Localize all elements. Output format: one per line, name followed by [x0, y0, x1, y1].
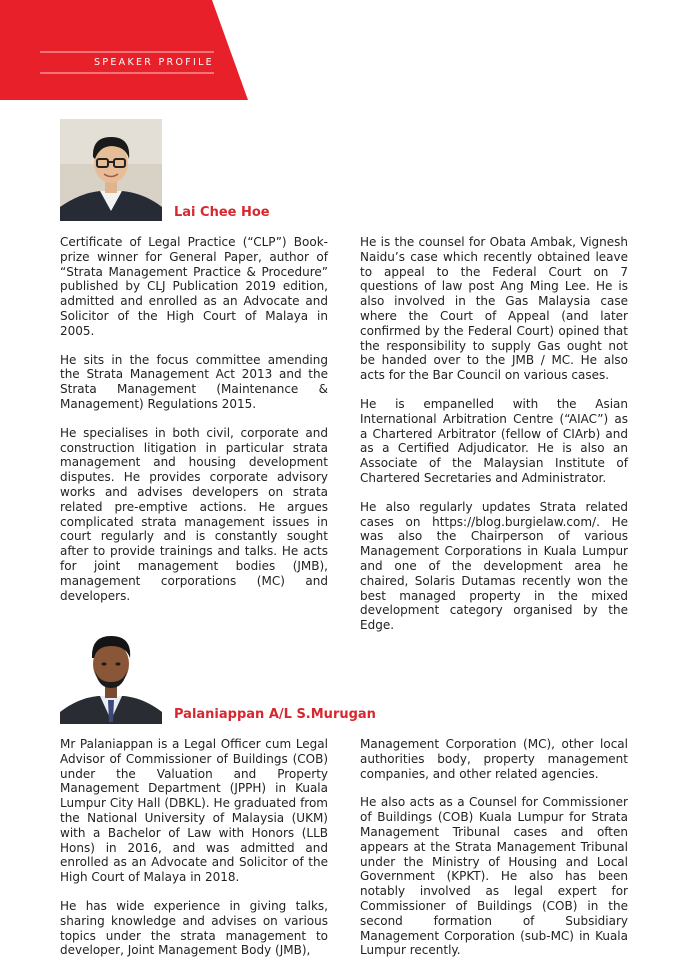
bio-paragraph: Mr Palaniappan is a Legal Officer cum Legal Advisor of Commissioner of Buildings (COB) under the Valuation and Property Management Department (JPPH) in Kuala Lumpur City Hall (DBKL). He graduated from the National University of Malaysia (UKM) with a Bachelor of Law with Honors (LLB Hons) in 2016, and was admitted and enrolled as an Advocate and Solicitor of the High Court of Malaya in 2018. — [60, 737, 328, 885]
speaker-1-photo — [60, 119, 162, 221]
speaker-2-bio-right — [360, 737, 628, 972]
section-label: SPEAKER PROFILE — [94, 57, 214, 68]
bio-paragraph: Management Corporation (MC), other local authorities body, property management companies, and other related agencies. — [360, 737, 628, 781]
speaker-2-name: Palaniappan A/L S.Murugan — [174, 707, 376, 722]
speaker-1-bio-right — [360, 235, 628, 647]
speaker-1-bio-left — [60, 235, 328, 617]
speaker-2-bio-left — [60, 737, 328, 972]
bio-paragraph: Certificate of Legal Practice (“CLP”) Book-prize winner for General Paper, author of “Strata Management Practice & Procedure” published by CLJ Publication 2019 edition, admitted and enrolled as an Advocate and Solicitor of the High Court of Malaya in 2005. — [60, 235, 328, 338]
bio-paragraph: He specialises in both civil, corporate and construction litigation in particular strata management and housing development disputes. He provides corporate advisory works and advises developers on strata related pre-emptive actions. He argues complicated strata management issues in court regularly and is constantly sought after to provide trainings and talks. He acts for joint management bodies (JMB), management corporations (MC) and developers. — [60, 425, 328, 603]
bio-paragraph: He is empanelled with the Asian International Arbitration Centre (“AIAC”) as a Chartered Arbitrator (fellow of CIArb) and as a Certified Adjudicator. He is also an Associate of the Malaysian Institute of Chartered Secretaries and Administrator. — [360, 396, 628, 485]
bio-paragraph: He is the counsel for Obata Ambak, Vignesh Naidu’s case which recently obtained leave to appeal to the Federal Court on 7 questions of law post Ang Ming Lee. He is also involved in the Gas Malaysia case where the Court of Appeal (and later confirmed by the Federal Court) opined that the responsibility to supply Gas ought not be handed over to the JMB / MC. He also acts for the Bar Council on various cases. — [360, 235, 628, 383]
bio-paragraph: He also regularly updates Strata related cases on https://blog.burgielaw.com/. He was also the Chairperson of various Management Corporations in Kuala Lumpur and one of the development area he chaired, Solaris Dutamas recently won the best managed property in the mixed development category organised by the Edge. — [360, 499, 628, 633]
bio-paragraph: He has wide experience in giving talks, sharing knowledge and advises on various topics under the strata management to developer, Joint Management Body (JMB), — [60, 898, 328, 958]
speaker-photo-man-suit-icon — [60, 622, 162, 724]
speaker-2-photo — [60, 622, 162, 724]
bio-paragraph: He sits in the focus committee amending the Strata Management Act 2013 and the Strata Management (Maintenance & Management) Regulations 2015. — [60, 352, 328, 411]
bio-paragraph: He also acts as a Counsel for Commissioner of Buildings (COB) Kuala Lumpur for Strata Management Tribunal cases and often appears at the Strata Management Tribunal under the Ministry of Housing and Local Government (KPKT). He also has been notably involved as legal expert for Commissioner of Buildings (COB) in the second formation of Subsidiary Management Corporation (sub-MC) in Kuala Lumpur recently. — [360, 795, 628, 958]
speaker-1-name: Lai Chee Hoe — [174, 205, 270, 220]
header-banner — [0, 0, 250, 105]
speaker-photo-man-glasses-icon — [60, 119, 162, 221]
